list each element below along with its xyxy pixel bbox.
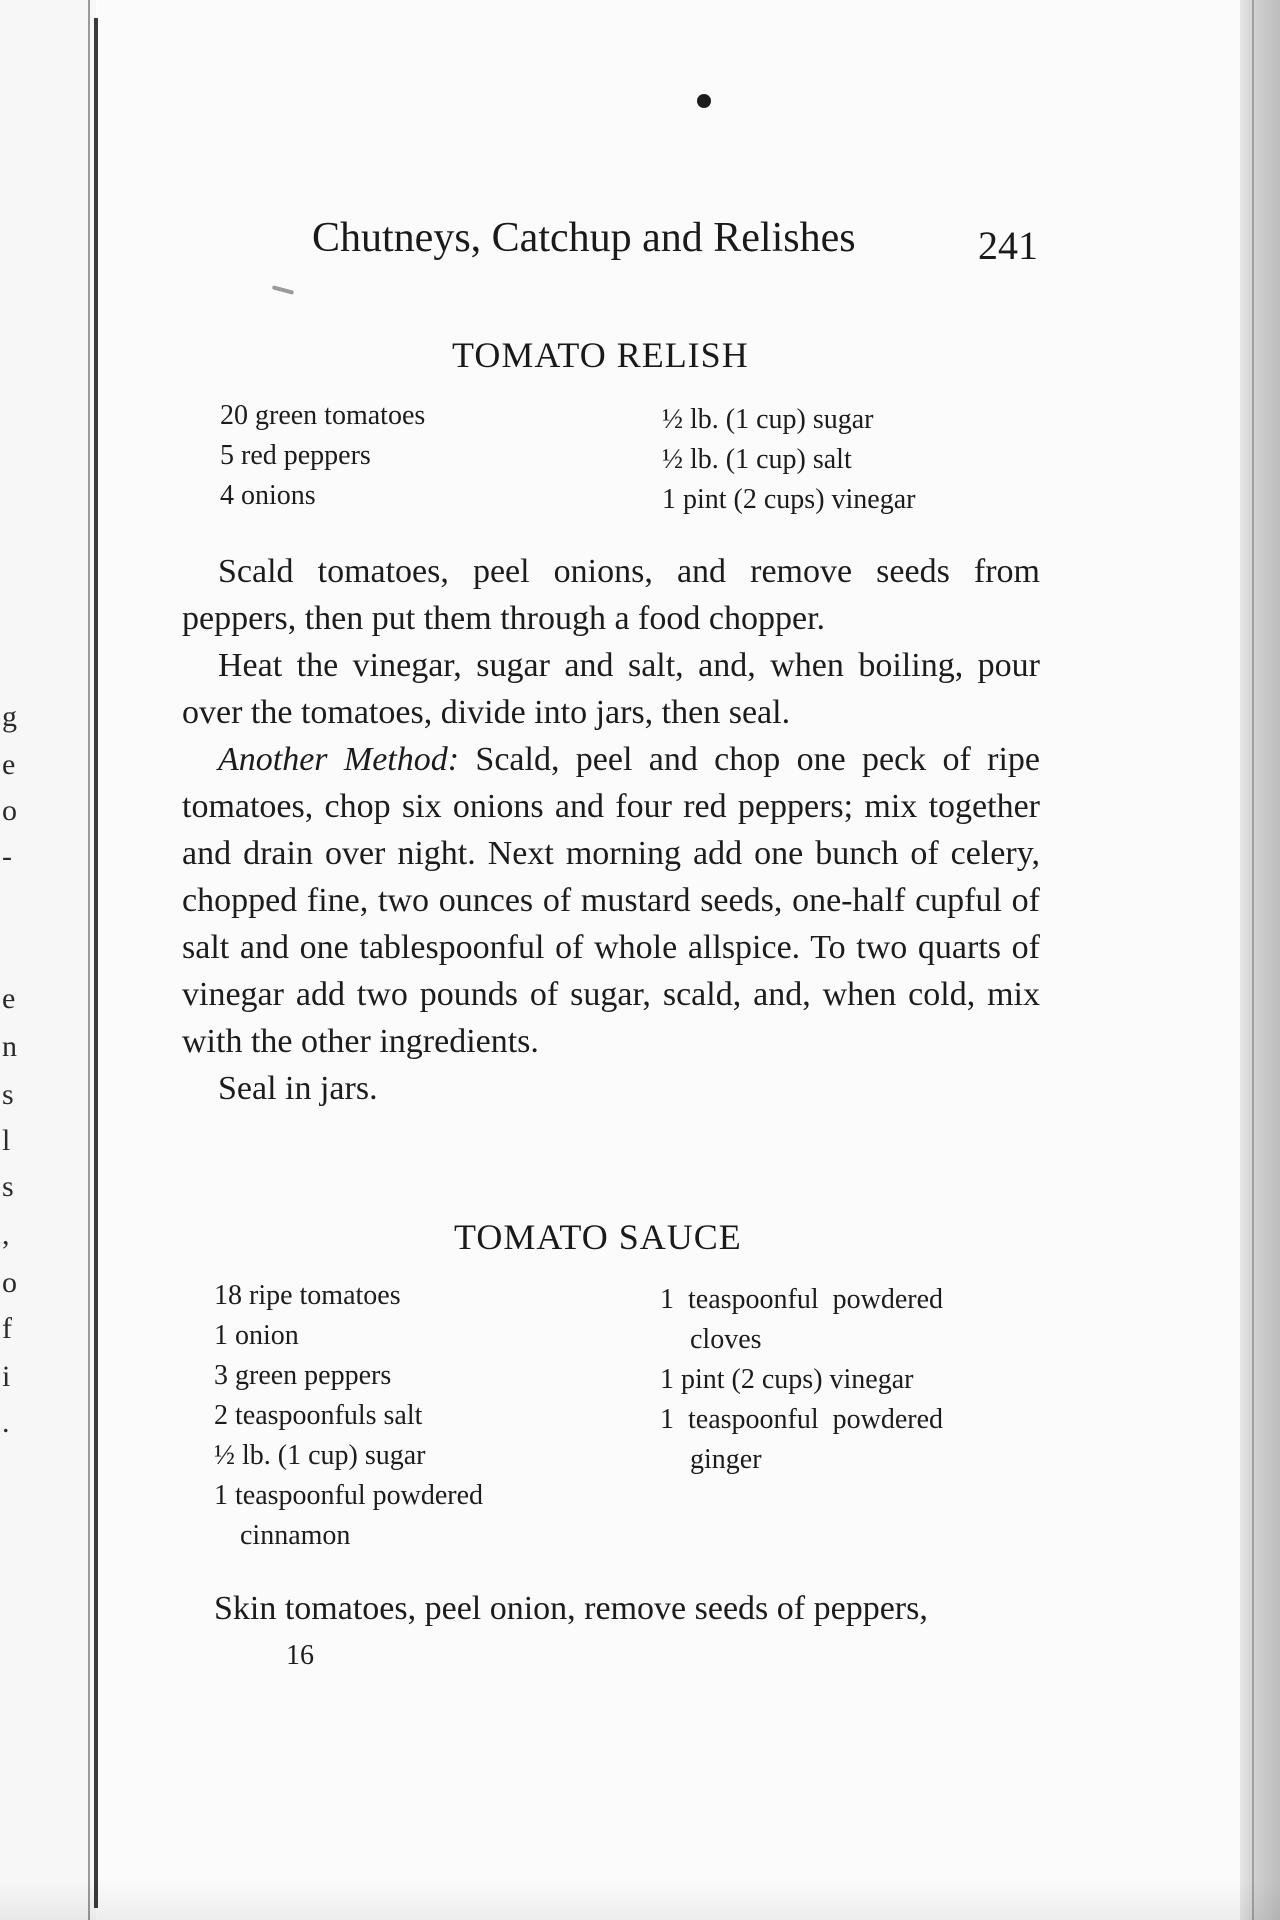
margin-letter: e [2, 982, 16, 1015]
margin-letter: i [2, 1360, 11, 1393]
ingredient-list-left [220, 396, 425, 516]
margin-letter: - [2, 840, 12, 873]
margin-letter: f [2, 1312, 12, 1345]
ink-dot [697, 94, 711, 108]
ingredient-list-right [660, 1280, 943, 1480]
page-number: 241 [978, 223, 1038, 268]
gutter-line [88, 0, 90, 1920]
another-method-text: Scald, peel and chop one peck of ripe tomatoes, chop six onions and four red peppers; mix together and drain over night. Next morning add one bunch of celery, chopped fine, two ounces of mustard seeds, one-half cupful of salt and one tablespoonful of whole allspice. To two quarts of vinegar add two pounds of sugar, scald, and, when cold, mix with the other ingredients. [182, 741, 1041, 1060]
ingredient-item: cinnamon [240, 1520, 351, 1551]
ingredient-item: 4 onions [220, 480, 316, 511]
margin-letter: e [2, 748, 16, 781]
ingredient-list-right [662, 400, 916, 520]
another-method-label: Another Method: [218, 741, 460, 778]
previous-page-margin-letters [0, 0, 40, 1920]
instruction-paragraph: Heat the vinegar, sugar and salt, and, when boiling, pour over the tomatoes, divide into jars, then seal. [182, 647, 1040, 731]
margin-letter: , [2, 1218, 10, 1251]
instruction-paragraph [182, 736, 1040, 1065]
ingredient-item: ½ lb. (1 cup) sugar [214, 1440, 426, 1471]
ingredient-item: 5 red peppers [220, 440, 371, 471]
bottom-shadow [0, 1880, 1280, 1920]
ingredient-item: cloves [690, 1324, 762, 1355]
ingredient-item: 1 teaspoonful powdered [660, 1404, 944, 1435]
ingredient-item: 1 onion [214, 1320, 299, 1351]
ingredient-item: 1 pint (2 cups) vinegar [662, 484, 916, 515]
page-edge-shadow [1240, 0, 1280, 1920]
ingredient-item: 1 teaspoonful powdered [214, 1480, 484, 1511]
margin-letter: s [2, 1078, 14, 1111]
signature-mark: 16 [286, 1640, 314, 1671]
margin-letter: o [2, 1266, 17, 1299]
ingredient-item: 1 teaspoonful powdered [660, 1284, 944, 1315]
ingredient-list-left [214, 1276, 483, 1556]
ingredient-item: 3 green peppers [214, 1360, 392, 1391]
ingredient-item: 1 pint (2 cups) vinegar [660, 1364, 914, 1395]
recipe-title-tomato-relish: TOMATO RELISH [452, 335, 749, 375]
running-head-title: Chutneys, Catchup and Relishes [312, 215, 856, 261]
ingredient-item: ½ lb. (1 cup) salt [662, 444, 852, 475]
margin-letter: n [2, 1030, 17, 1063]
relish-instructions [182, 548, 1040, 1112]
margin-letter: s [2, 1170, 14, 1203]
recipe-title-tomato-sauce: TOMATO SAUCE [454, 1217, 742, 1257]
margin-letter: o [2, 794, 17, 827]
instruction-paragraph: Scald tomatoes, peel onions, and remove seeds from peppers, then put them through a food chopper. [182, 553, 1040, 637]
margin-letter: l [2, 1124, 11, 1157]
ingredient-item: 18 ripe tomatoes [214, 1280, 401, 1311]
margin-letter: g [2, 700, 17, 733]
ingredient-item: 20 green tomatoes [220, 400, 426, 431]
sauce-instructions-first-line: Skin tomatoes, peel onion, remove seeds of peppers, [214, 1590, 928, 1627]
margin-letter: . [2, 1406, 10, 1439]
instruction-paragraph: Seal in jars. [218, 1070, 378, 1107]
ingredient-item: ½ lb. (1 cup) sugar [662, 404, 874, 435]
ingredient-item: ginger [690, 1444, 762, 1475]
page-edge-line [1252, 0, 1254, 1920]
ingredient-item: 2 teaspoonfuls salt [214, 1400, 423, 1431]
